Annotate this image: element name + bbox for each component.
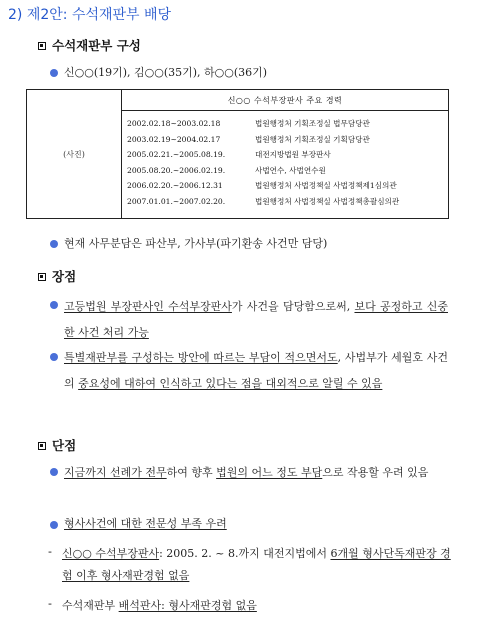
section-heading-disadvantages: 단점 (38, 436, 76, 454)
career-period: 2006.02.20.~2006.12.31 (127, 181, 223, 191)
section-heading-composition: 수석재판부 구성 (38, 36, 141, 54)
career-role: 법원행정처 사법정책실 사법정책제1심의관 (255, 181, 397, 191)
career-period: 2005.02.21.~2005.08.19. (127, 150, 226, 160)
career-period: 2005.08.20.~2006.02.19. (127, 165, 226, 175)
career-role: 대전지방법원 부장판사 (255, 150, 331, 160)
duty-text: 현재 사무분담은 파산부, 가사부(파기환송 사건만 담당) (64, 237, 328, 250)
circle-bullet-icon (50, 240, 58, 248)
circle-bullet-icon (50, 301, 58, 309)
advantage-1: 고등법원 부장판사인 수석부장판사가 사건을 담당함으로써, 보다 공정하고 신중한 사건 처리 가능 (64, 300, 448, 339)
career-period: 2002.02.18~2003.02.18 (127, 119, 221, 129)
square-bullet-icon (38, 273, 46, 281)
career-rows (122, 111, 449, 219)
detail-2: 수석재판부 배석판사: 형사재판경험 없음 (62, 599, 257, 612)
dash-bullet: - (48, 545, 52, 558)
career-period: 2003.02.19~2004.02.17 (127, 134, 221, 144)
page-title: 2) 제2안: 수석재판부 배당 (8, 7, 172, 23)
career-role: 법원행정처 사법정책실 사법정책총괄심의관 (255, 196, 400, 206)
career-row (122, 163, 448, 179)
disadvantage-2: 형사사건에 대한 전문성 부족 우려 (64, 517, 227, 530)
career-role: 법원행정처 기획조정실 법무담당관 (255, 119, 370, 129)
circle-bullet-icon (50, 468, 58, 476)
circle-bullet-icon (50, 69, 58, 77)
members-text: 신○○(19기), 김○○(35기), 하○○(36기) (64, 66, 268, 79)
career-role: 사법연수, 사법연수원 (255, 165, 326, 175)
career-table (26, 89, 449, 219)
career-row (122, 132, 448, 148)
square-bullet-icon (38, 442, 46, 450)
career-table-header: 신○○ 수석부장판사 주요 경력 (122, 90, 449, 111)
career-period: 2007.01.01.~2007.02.20. (127, 196, 226, 206)
career-row (122, 194, 448, 210)
square-bullet-icon (38, 42, 46, 50)
circle-bullet-icon (50, 353, 58, 361)
advantage-2: 특별재판부를 구성하는 방안에 따르는 부담이 적으면서도, 사법부가 세월호 사건의 중요성에 대하여 인식하고 있다는 점을 대외적으로 알릴 수 있음 (64, 351, 448, 390)
career-role: 법원행정처 기획조정실 기획담당관 (255, 134, 370, 144)
section-heading-advantages: 장점 (38, 267, 76, 285)
photo-placeholder: (사진) (27, 90, 122, 219)
disadvantage-1: 지금까지 선례가 전무하여 향후 법원의 어느 정도 부담으로 작용할 우려 있음 (64, 466, 429, 479)
circle-bullet-icon (50, 521, 58, 529)
career-row (122, 116, 448, 132)
career-row (122, 147, 448, 163)
career-row (122, 178, 448, 194)
dash-bullet: - (48, 597, 52, 610)
detail-1: 신○○ 수석부장판사: 2005. 2. ~ 8.까지 대전지법에서 6개월 형사단독재판장 경험 이후 형사재판경험 없음 (62, 547, 451, 582)
